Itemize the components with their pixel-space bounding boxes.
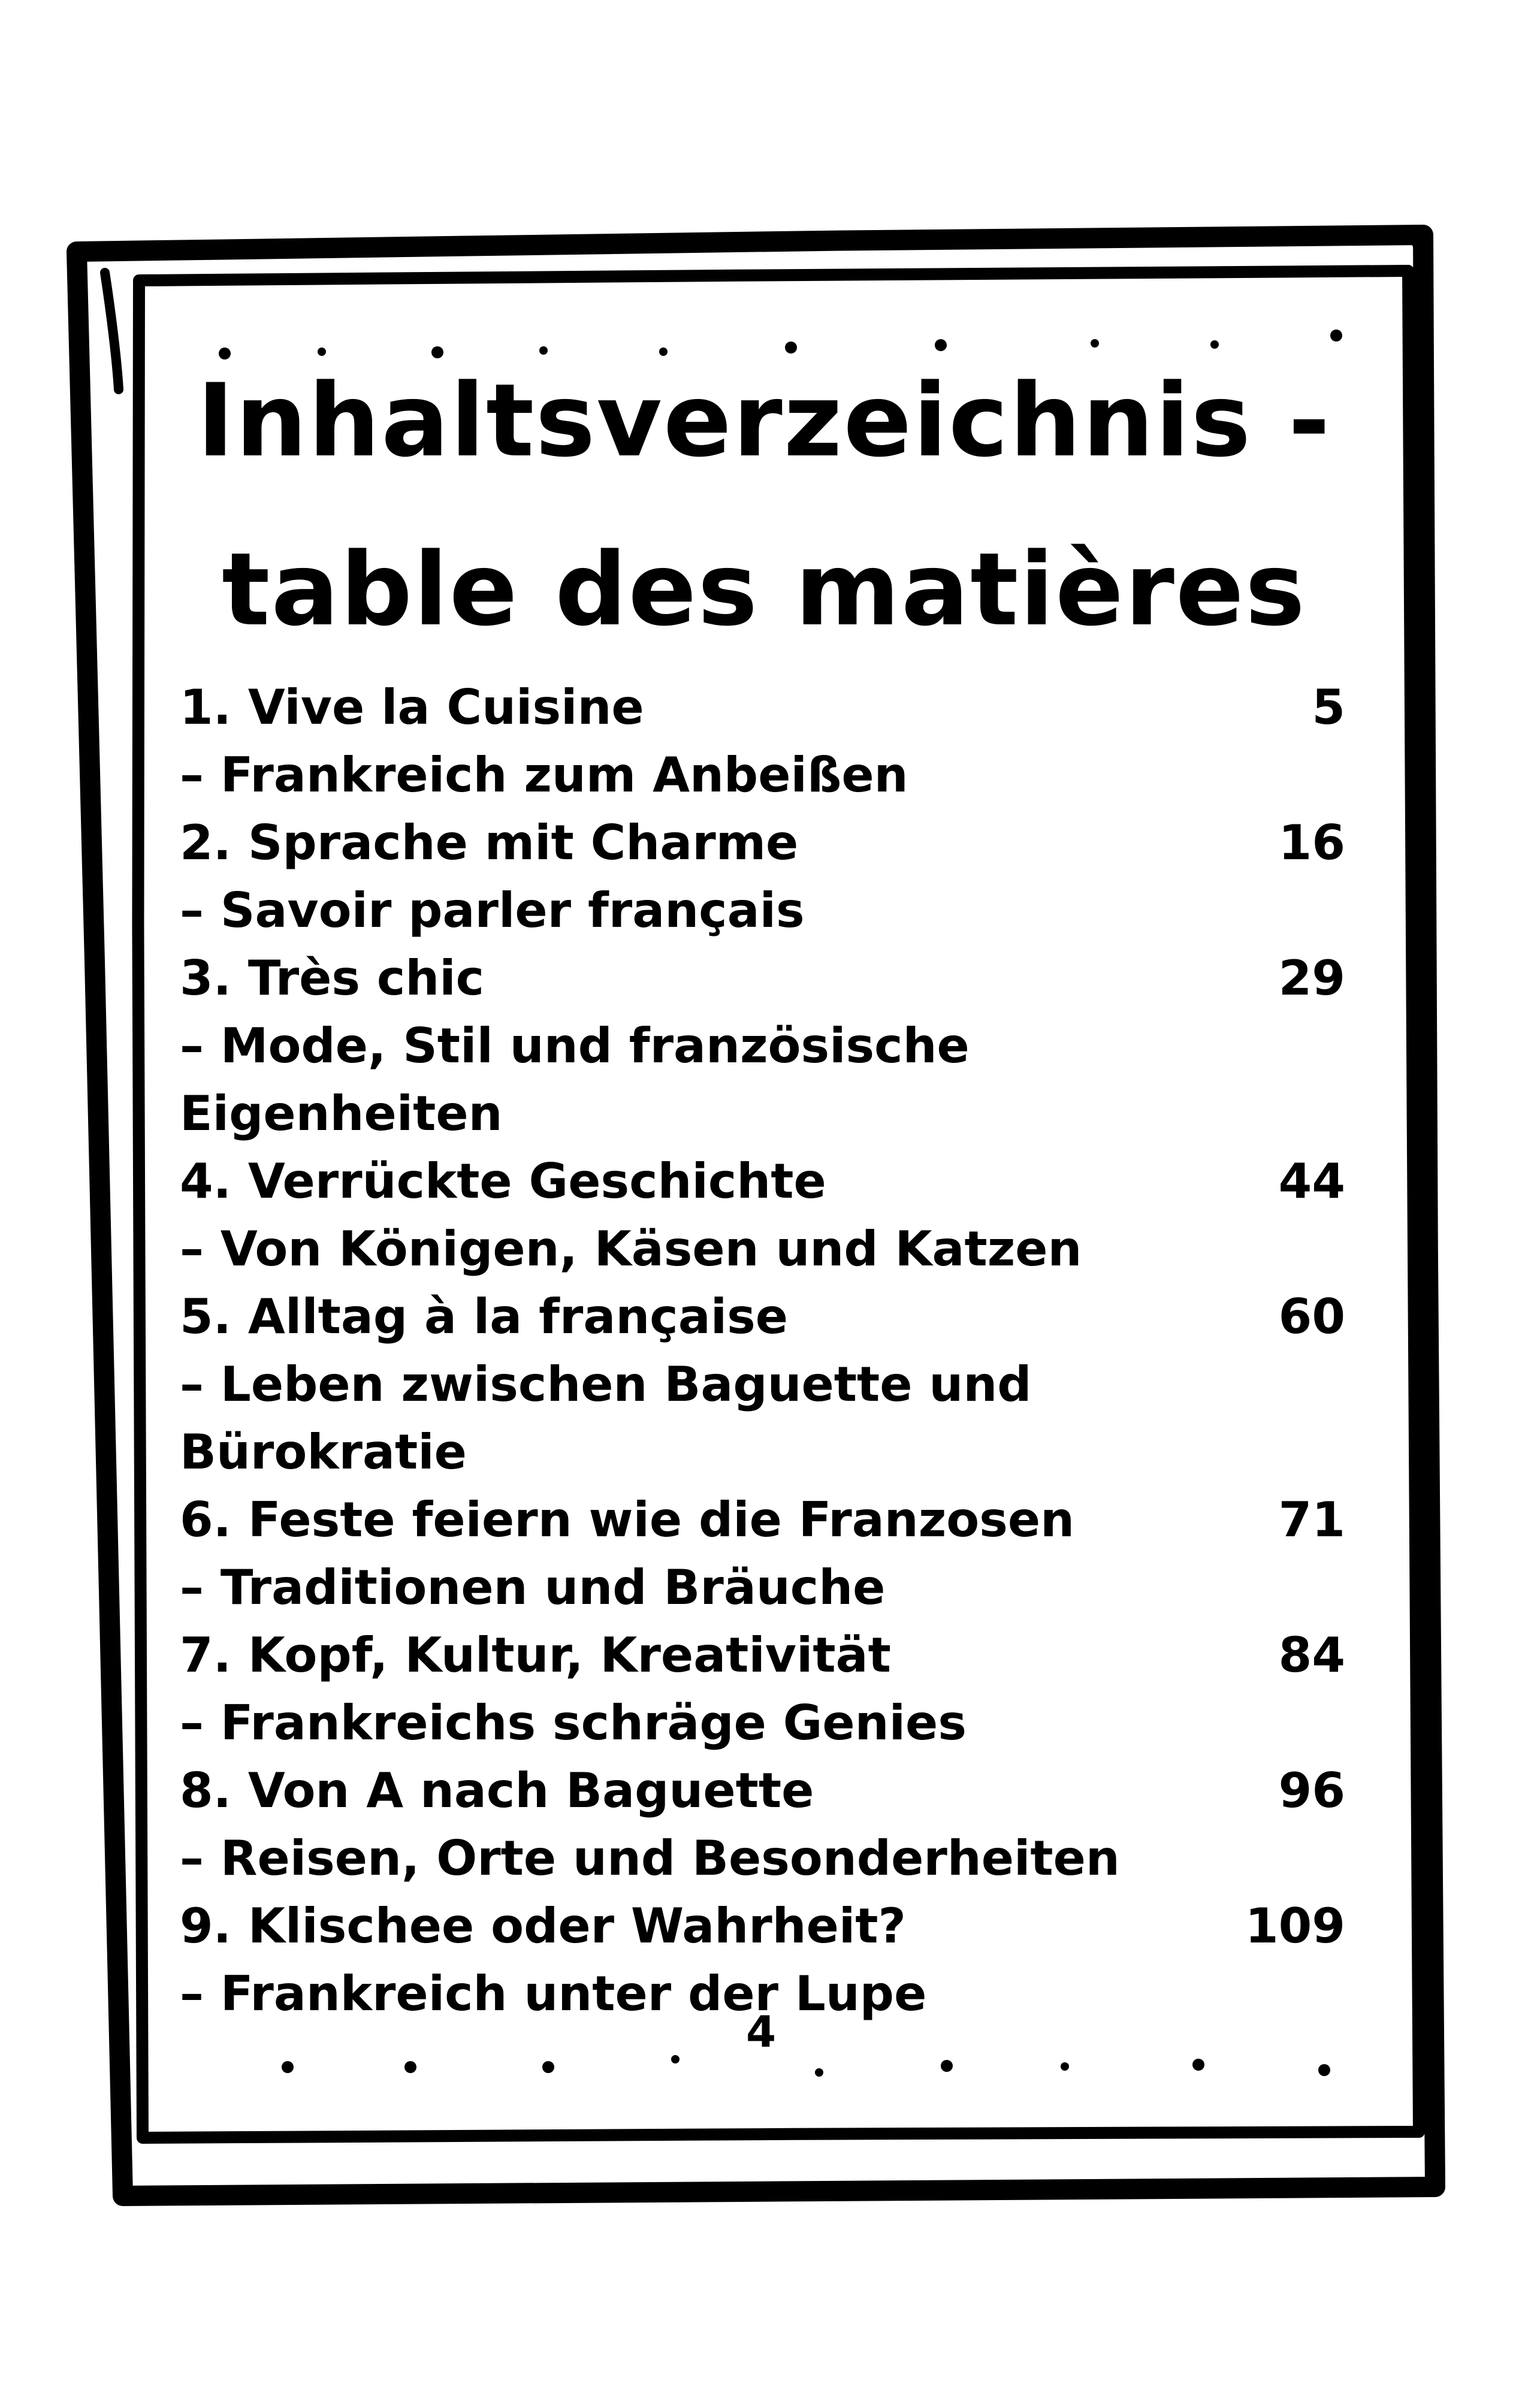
toc-entry-3-subtitle-cont bbox=[180, 1080, 1345, 1147]
chapter-title: 6. Feste feiern wie die Franzosen bbox=[180, 1492, 1075, 1548]
dot bbox=[539, 346, 548, 355]
chapter-title: 1. Vive la Cuisine bbox=[180, 679, 644, 735]
dot bbox=[785, 342, 797, 354]
toc-entry-9[interactable] bbox=[180, 1893, 1345, 1960]
chapter-subtitle: – Frankreich unter der Lupe bbox=[180, 1966, 927, 2022]
dot bbox=[815, 2068, 823, 2077]
toc-entry-4[interactable] bbox=[180, 1148, 1345, 1215]
toc-entry-1-subtitle bbox=[180, 742, 1345, 809]
chapter-subtitle: Eigenheiten bbox=[180, 1086, 503, 1141]
toc-entry-3[interactable] bbox=[180, 945, 1345, 1012]
dot bbox=[941, 2060, 953, 2072]
chapter-title: 9. Klischee oder Wahrheit? bbox=[180, 1898, 906, 1954]
chapter-page-number: 5 bbox=[1312, 679, 1345, 735]
chapter-title: 3. Très chic bbox=[180, 950, 485, 1006]
dot bbox=[671, 2055, 680, 2063]
toc-entry-7[interactable] bbox=[180, 1622, 1345, 1689]
toc-entry-8-subtitle bbox=[180, 1825, 1345, 1892]
page-number: 4 bbox=[746, 2007, 777, 2057]
chapter-title: 4. Verrückte Geschichte bbox=[180, 1153, 826, 1209]
chapter-subtitle: – Leben zwischen Baguette und bbox=[180, 1356, 1032, 1412]
chapter-subtitle: Bürokratie bbox=[180, 1424, 467, 1480]
page-title-line-1: Inhaltsverzeichnis - bbox=[197, 362, 1331, 479]
toc-entry-2[interactable] bbox=[180, 809, 1345, 877]
chapter-page-number: 60 bbox=[1278, 1289, 1345, 1345]
chapter-subtitle: – Mode, Stil und französische bbox=[180, 1018, 970, 1074]
chapter-title: 7. Kopf, Kultur, Kreativität bbox=[180, 1627, 891, 1683]
chapter-page-number: 84 bbox=[1278, 1627, 1345, 1683]
chapter-subtitle: – Savoir parler français bbox=[180, 883, 805, 938]
chapter-subtitle: – Frankreich zum Anbeißen bbox=[180, 747, 908, 803]
page-title-line-2: table des matières bbox=[222, 531, 1306, 648]
chapter-page-number: 96 bbox=[1278, 1763, 1345, 1818]
frame-corner-stroke bbox=[105, 273, 119, 389]
chapter-page-number: 29 bbox=[1278, 950, 1345, 1006]
dot bbox=[431, 346, 443, 358]
dot bbox=[318, 348, 326, 356]
dot bbox=[1330, 330, 1342, 342]
dot bbox=[1210, 340, 1219, 349]
dot bbox=[282, 2061, 294, 2073]
dot bbox=[1061, 2062, 1069, 2071]
toc-entry-5-subtitle-cont bbox=[180, 1419, 1345, 1486]
dot bbox=[1091, 339, 1099, 348]
chapter-page-number: 44 bbox=[1278, 1153, 1345, 1209]
toc-entry-5[interactable] bbox=[180, 1283, 1345, 1350]
chapter-subtitle: – Von Königen, Käsen und Katzen bbox=[180, 1221, 1082, 1277]
toc-entry-3-subtitle bbox=[180, 1013, 1345, 1080]
dot bbox=[935, 339, 947, 351]
dot bbox=[1192, 2059, 1204, 2071]
chapter-title: 2. Sprache mit Charme bbox=[180, 815, 799, 871]
toc-entry-7-subtitle bbox=[180, 1690, 1345, 1757]
toc-entry-2-subtitle bbox=[180, 877, 1345, 944]
chapter-page-number: 109 bbox=[1245, 1898, 1345, 1954]
chapter-subtitle: – Frankreichs schräge Genies bbox=[180, 1695, 967, 1751]
chapter-subtitle: – Traditionen und Bräuche bbox=[180, 1560, 886, 1615]
chapter-title: 5. Alltag à la française bbox=[180, 1289, 788, 1345]
toc-entry-6-subtitle bbox=[180, 1554, 1345, 1621]
chapter-page-number: 71 bbox=[1278, 1492, 1345, 1548]
chapter-page-number: 16 bbox=[1278, 815, 1345, 871]
dot bbox=[659, 348, 668, 356]
toc-entry-5-subtitle bbox=[180, 1351, 1345, 1418]
dot bbox=[1318, 2064, 1330, 2076]
chapter-subtitle: – Reisen, Orte und Besonderheiten bbox=[180, 1830, 1120, 1886]
dot bbox=[404, 2061, 416, 2073]
dot bbox=[542, 2061, 554, 2073]
toc-entry-1[interactable] bbox=[180, 674, 1345, 741]
toc-entry-6[interactable] bbox=[180, 1487, 1345, 1554]
toc-entry-8[interactable] bbox=[180, 1757, 1345, 1824]
toc-entry-4-subtitle bbox=[180, 1216, 1345, 1283]
dot bbox=[219, 348, 231, 359]
chapter-title: 8. Von A nach Baguette bbox=[180, 1763, 814, 1818]
